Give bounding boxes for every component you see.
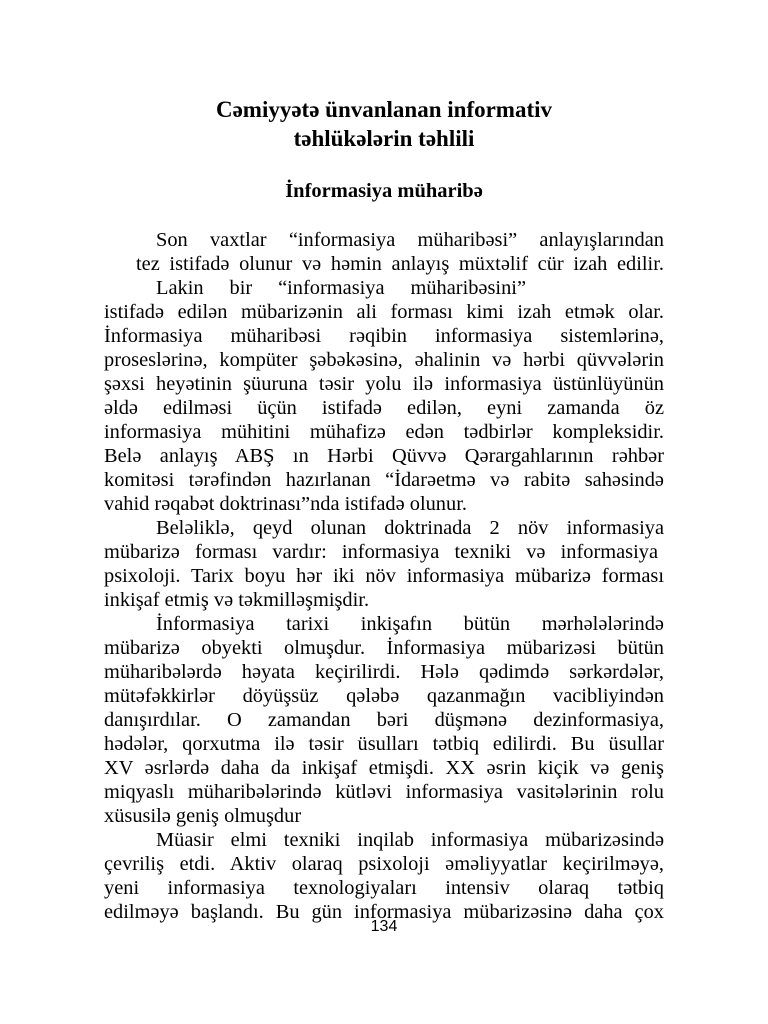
- text-line: müharibələrdə həyata keçirilirdi. Hələ qədimdə sərkərdələr,: [104, 661, 664, 683]
- page-number: 134: [370, 918, 398, 935]
- text-line: yeni informasiya texnologiyaları intensiv olaraq tətbiq: [104, 877, 664, 899]
- text-line: mübarizə obyekti olmuşdur. İnformasiya mübarizəsi bütün: [104, 637, 664, 659]
- text-line: psixoloji. Tarix boyu hər iki növ informasiya mübarizə forması: [104, 565, 664, 587]
- text-line: proseslərinə, kompüter şəbəkəsinə, əhalinin və hərbi qüvvələrin: [104, 349, 664, 371]
- text-line: Beləliklə, qeyd olunan doktrinada 2 növ informasiya: [156, 517, 664, 539]
- text-line: tez istifadə olunur və həmin anlayış müxtəlif cür izah edilir.: [136, 253, 664, 275]
- text-line: komitəsi tərəfindən hazırlanan “İdarəetmə və rabitə sahəsində: [104, 469, 664, 491]
- title-line-2: təhlükələrin təhlili: [293, 126, 475, 151]
- text-line: danışırdılar. O zamandan bəri düşmənə dezinformasiya,: [104, 709, 664, 731]
- section-heading: İnformasiya müharibə: [285, 180, 483, 202]
- text-line: XV əsrlərdə daha da inkişaf etmişdi. XX əsrin kiçik və geniş: [104, 757, 664, 779]
- text-line: əldə edilməsi üçün istifadə edilən, eyni zamanda öz: [104, 397, 664, 419]
- text-line: edilməyə başlandı. Bu gün informasiya mübarizəsinə daha çox: [104, 901, 664, 923]
- text-line: şəxsi heyətinin şüuruna təsir yolu ilə informasiya üstünlüyünün: [104, 373, 664, 395]
- text-line: istifadə edilən mübarizənin ali forması kimi izah etmək olar.: [104, 301, 664, 323]
- text-line: inkişaf etmiş və təkmilləşmişdir.: [104, 589, 370, 611]
- text-line: Lakin bir “informasiya müharibəsini”: [156, 277, 526, 299]
- title-line-1: Cəmiyyətə ünvanlanan informativ: [215, 97, 553, 122]
- text-line: vahid rəqabət doktrinası”nda istifadə olunur.: [104, 493, 467, 515]
- text-line: Son vaxtlar “informasiya müharibəsi” anlayışlarından: [156, 229, 664, 251]
- text-line: miqyaslı müharibələrində kütləvi informasiya vasitələrinin rolu: [104, 781, 664, 803]
- text-line: Müasir elmi texniki inqilab informasiya mübarizəsində: [156, 829, 664, 851]
- text-line: informasiya mühitini mühafizə edən tədbirlər kompleksidir.: [104, 421, 664, 443]
- text-line: Belə anlayış ABŞ ın Hərbi Qüvvə Qərargahlarının rəhbər: [104, 445, 664, 467]
- text-line: xüsusilə geniş olmuşdur: [104, 805, 302, 827]
- text-line: hədələr, qorxutma ilə təsir üsulları tətbiq edilirdi. Bu üsullar: [104, 733, 664, 755]
- text-line: İnformasiya tarixi inkişafın bütün mərhələlərində: [156, 613, 664, 635]
- text-line: mütəfəkkirlər döyüşsüz qələbə qazanmağın vacibliyindən: [104, 685, 664, 707]
- text-line: mübarizə forması vardır: informasiya texniki və informasiya: [104, 541, 658, 563]
- text-line: İnformasiya müharibəsi rəqibin informasiya sistemlərinə,: [104, 325, 664, 347]
- text-line: çevriliş etdi. Aktiv olaraq psixoloji əməliyyatlar keçirilməyə,: [104, 853, 664, 875]
